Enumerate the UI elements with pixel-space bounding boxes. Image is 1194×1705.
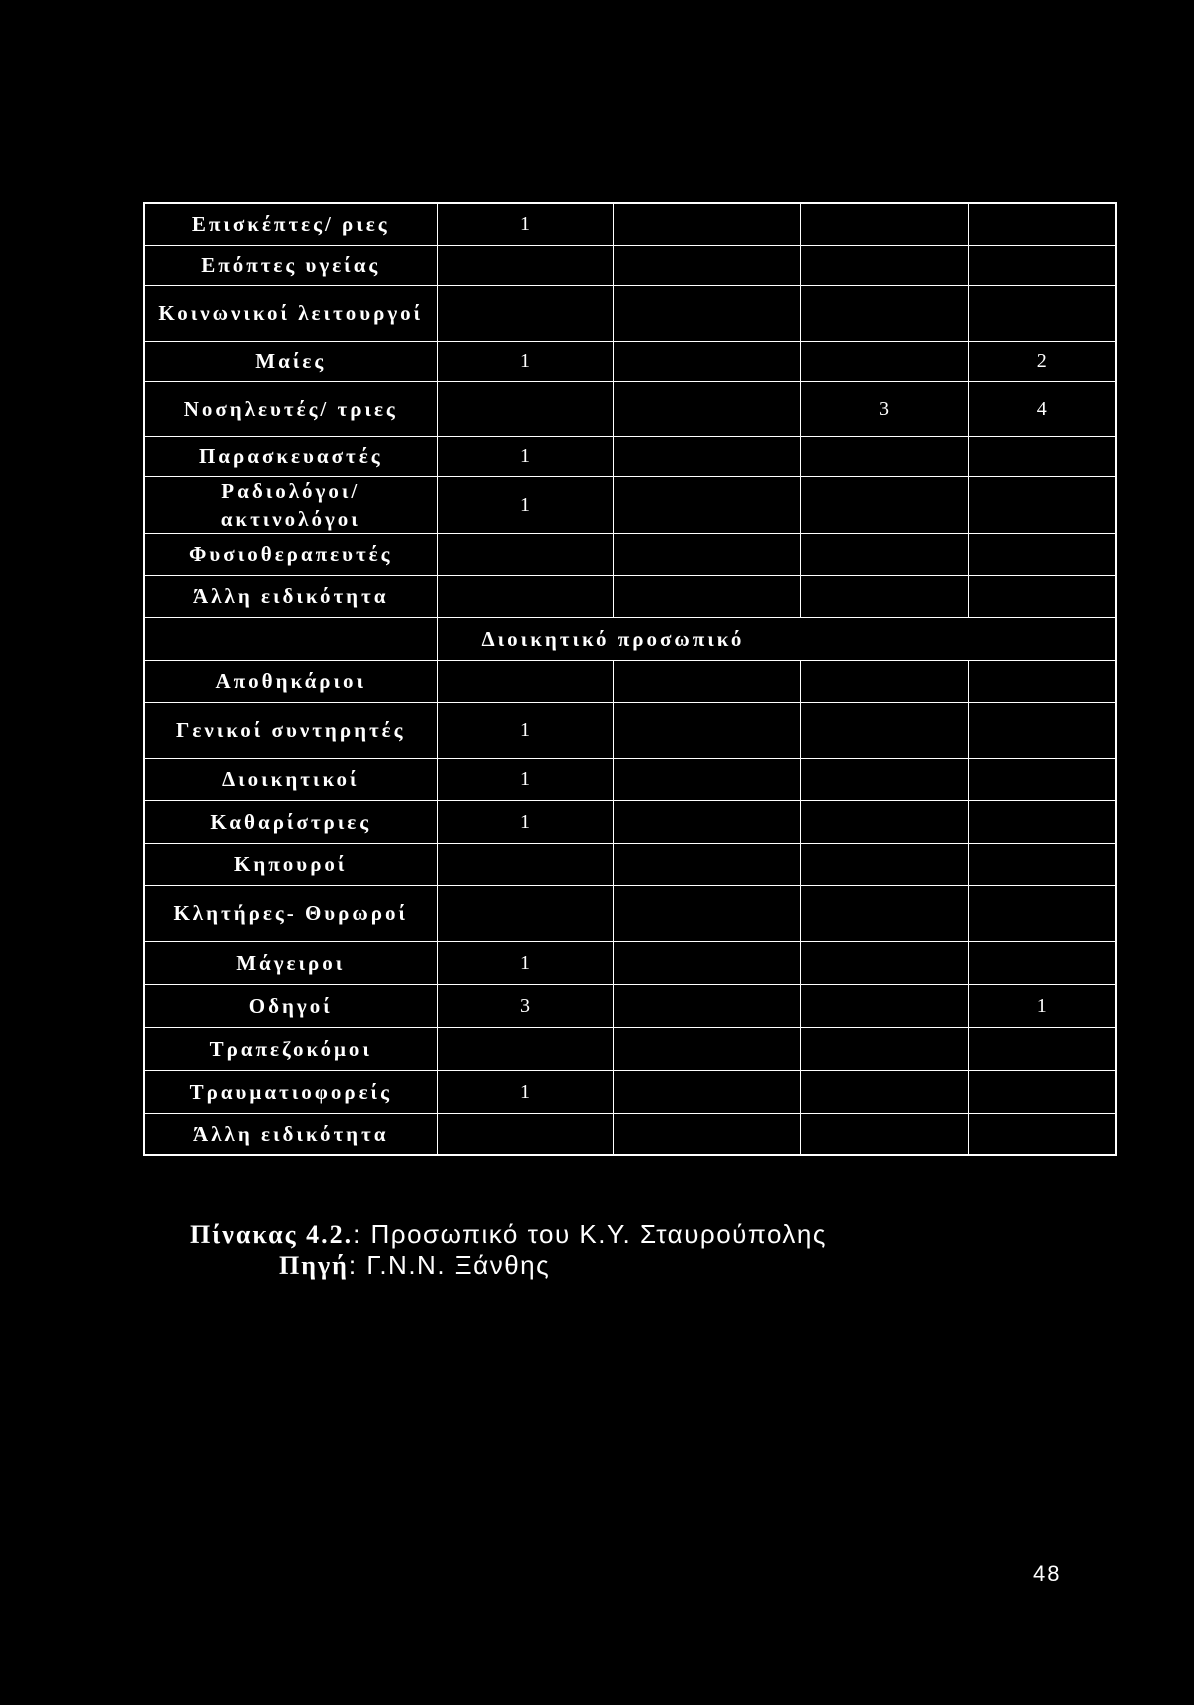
count-cell: 1 bbox=[437, 203, 613, 245]
count-cell bbox=[437, 660, 613, 702]
count-cell bbox=[968, 436, 1116, 476]
count-cell bbox=[800, 885, 968, 941]
table-row bbox=[144, 941, 1116, 984]
count-cell bbox=[968, 702, 1116, 758]
count-cell bbox=[613, 285, 800, 341]
count-cell bbox=[968, 800, 1116, 843]
role-cell: Νοσηλευτές/ τριες bbox=[144, 381, 437, 436]
count-cell bbox=[800, 1027, 968, 1070]
source-text: : Γ.Ν.Ν. Ξάνθης bbox=[348, 1250, 551, 1280]
count-cell bbox=[613, 984, 800, 1027]
role-cell: Παρασκευαστές bbox=[144, 436, 437, 476]
count-cell bbox=[613, 1070, 800, 1113]
role-cell: Τραυματιοφορείς bbox=[144, 1070, 437, 1113]
role-cell: Κοινωνικοί λειτουργοί bbox=[144, 285, 437, 341]
table-row bbox=[144, 533, 1116, 575]
table-row bbox=[144, 341, 1116, 381]
count-cell bbox=[968, 1113, 1116, 1155]
count-cell bbox=[968, 1027, 1116, 1070]
count-cell bbox=[437, 1027, 613, 1070]
caption-label: Πίνακας 4.2. bbox=[190, 1220, 354, 1249]
count-cell bbox=[613, 800, 800, 843]
table-row bbox=[144, 1113, 1116, 1155]
count-cell bbox=[437, 533, 613, 575]
count-cell bbox=[613, 885, 800, 941]
count-cell bbox=[613, 843, 800, 885]
count-cell bbox=[613, 1027, 800, 1070]
table-caption bbox=[190, 1219, 827, 1281]
count-cell: 1 bbox=[437, 941, 613, 984]
count-cell bbox=[437, 245, 613, 285]
count-cell bbox=[800, 800, 968, 843]
count-cell bbox=[968, 885, 1116, 941]
count-cell bbox=[800, 758, 968, 800]
count-cell bbox=[968, 203, 1116, 245]
role-cell: Επόπτες υγείας bbox=[144, 245, 437, 285]
count-cell bbox=[800, 203, 968, 245]
count-cell bbox=[613, 381, 800, 436]
count-cell: 3 bbox=[800, 381, 968, 436]
role-cell: Αποθηκάριοι bbox=[144, 660, 437, 702]
section-header: Διοικητικό προσωπικό bbox=[437, 617, 1116, 660]
count-cell bbox=[800, 533, 968, 575]
staff-table bbox=[143, 202, 1117, 1156]
count-cell bbox=[800, 245, 968, 285]
count-cell bbox=[613, 245, 800, 285]
count-cell bbox=[437, 285, 613, 341]
role-cell: Τραπεζοκόμοι bbox=[144, 1027, 437, 1070]
source-line bbox=[279, 1250, 827, 1281]
role-cell: Καθαρίστριες bbox=[144, 800, 437, 843]
count-cell bbox=[968, 575, 1116, 617]
table-row bbox=[144, 800, 1116, 843]
count-cell bbox=[800, 702, 968, 758]
count-cell bbox=[613, 575, 800, 617]
table-row bbox=[144, 381, 1116, 436]
role-cell: Άλλη ειδικότητα bbox=[144, 1113, 437, 1155]
count-cell bbox=[800, 660, 968, 702]
count-cell bbox=[800, 1113, 968, 1155]
count-cell bbox=[968, 476, 1116, 533]
count-cell bbox=[968, 843, 1116, 885]
table-row bbox=[144, 1070, 1116, 1113]
caption-line bbox=[190, 1219, 827, 1250]
count-cell bbox=[968, 758, 1116, 800]
count-cell: 3 bbox=[437, 984, 613, 1027]
count-cell: 1 bbox=[437, 800, 613, 843]
count-cell bbox=[437, 885, 613, 941]
count-cell bbox=[613, 203, 800, 245]
count-cell bbox=[800, 285, 968, 341]
role-cell: Διοικητικοί bbox=[144, 758, 437, 800]
count-cell: 2 bbox=[968, 341, 1116, 381]
table-row bbox=[144, 984, 1116, 1027]
table-row bbox=[144, 758, 1116, 800]
role-cell: Άλλη ειδικότητα bbox=[144, 575, 437, 617]
count-cell bbox=[613, 341, 800, 381]
count-cell bbox=[800, 575, 968, 617]
table-row bbox=[144, 245, 1116, 285]
count-cell bbox=[968, 941, 1116, 984]
table-row bbox=[144, 436, 1116, 476]
count-cell bbox=[613, 941, 800, 984]
count-cell bbox=[437, 381, 613, 436]
role-cell: Κλητήρες- Θυρωροί bbox=[144, 885, 437, 941]
table-row bbox=[144, 660, 1116, 702]
count-cell: 1 bbox=[437, 341, 613, 381]
count-cell bbox=[613, 660, 800, 702]
role-cell: Επισκέπτες/ ριες bbox=[144, 203, 437, 245]
role-cell: Φυσιοθεραπευτές bbox=[144, 533, 437, 575]
count-cell: 1 bbox=[968, 984, 1116, 1027]
count-cell bbox=[437, 843, 613, 885]
role-cell: Οδηγοί bbox=[144, 984, 437, 1027]
count-cell bbox=[613, 702, 800, 758]
table-row bbox=[144, 1027, 1116, 1070]
table-row bbox=[144, 885, 1116, 941]
caption-text: : Προσωπικό του Κ.Υ. Σταυρούπολης bbox=[353, 1219, 827, 1249]
source-label: Πηγή bbox=[279, 1251, 349, 1280]
count-cell bbox=[968, 1070, 1116, 1113]
role-cell: Μάγειροι bbox=[144, 941, 437, 984]
count-cell: 4 bbox=[968, 381, 1116, 436]
table-body bbox=[144, 203, 1116, 1155]
count-cell bbox=[800, 941, 968, 984]
count-cell bbox=[800, 1070, 968, 1113]
count-cell: 1 bbox=[437, 1070, 613, 1113]
count-cell bbox=[800, 341, 968, 381]
count-cell bbox=[800, 984, 968, 1027]
count-cell bbox=[968, 660, 1116, 702]
count-cell: 1 bbox=[437, 476, 613, 533]
table-row bbox=[144, 843, 1116, 885]
table-row bbox=[144, 476, 1116, 533]
table-row bbox=[144, 575, 1116, 617]
count-cell bbox=[613, 758, 800, 800]
role-cell: Κηπουροί bbox=[144, 843, 437, 885]
count-cell bbox=[613, 476, 800, 533]
count-cell bbox=[968, 245, 1116, 285]
count-cell: 1 bbox=[437, 702, 613, 758]
count-cell bbox=[613, 533, 800, 575]
role-cell: Ραδιολόγοι/ ακτινολόγοι bbox=[144, 476, 437, 533]
table-row bbox=[144, 702, 1116, 758]
count-cell bbox=[800, 476, 968, 533]
count-cell: 1 bbox=[437, 758, 613, 800]
count-cell bbox=[437, 1113, 613, 1155]
count-cell bbox=[968, 285, 1116, 341]
section-row bbox=[144, 617, 1116, 660]
role-cell: Μαίες bbox=[144, 341, 437, 381]
count-cell bbox=[613, 436, 800, 476]
role-cell: Γενικοί συντηρητές bbox=[144, 702, 437, 758]
section-spacer-cell bbox=[144, 617, 437, 660]
count-cell bbox=[800, 436, 968, 476]
count-cell bbox=[968, 533, 1116, 575]
table-row bbox=[144, 285, 1116, 341]
count-cell: 1 bbox=[437, 436, 613, 476]
count-cell bbox=[613, 1113, 800, 1155]
table-row bbox=[144, 203, 1116, 245]
page-number: 48 bbox=[1033, 1561, 1062, 1586]
count-cell bbox=[800, 843, 968, 885]
count-cell bbox=[437, 575, 613, 617]
